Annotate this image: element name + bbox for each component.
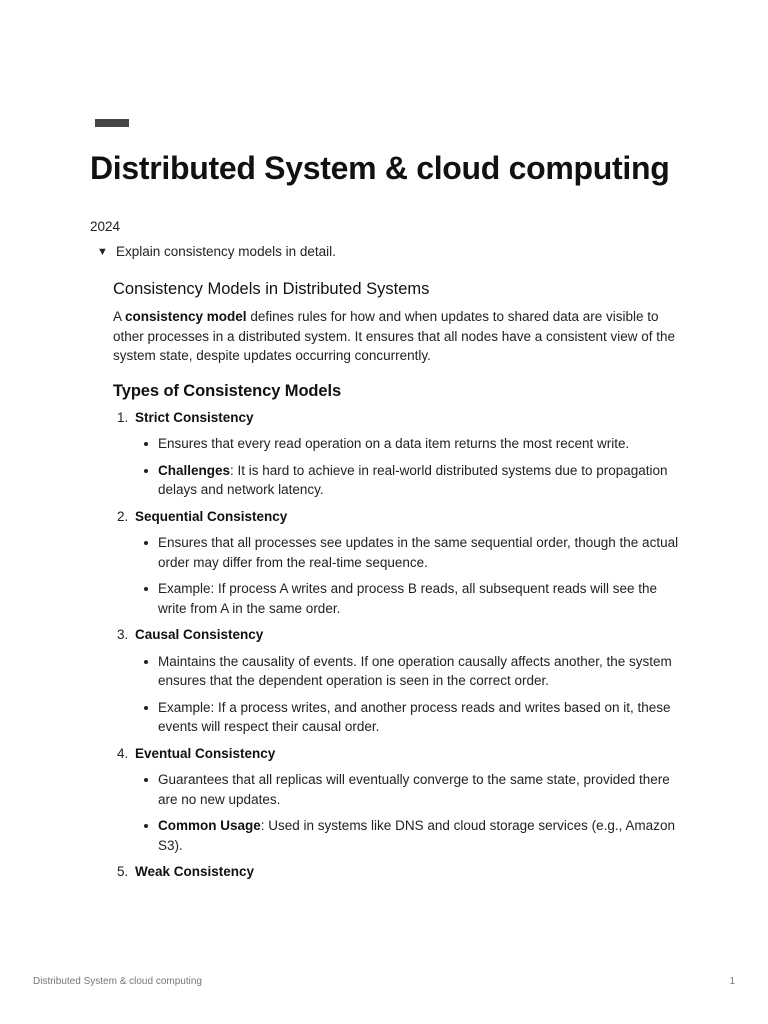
bullet-item [135,770,683,809]
types-list [113,408,683,882]
type-item [113,625,683,737]
type-item [113,408,683,500]
type-item [113,862,683,882]
footer-page-number: 1 [729,976,735,987]
type-item [113,507,683,619]
toggle-label: Explain consistency models in detail. [116,244,336,259]
bullet-text: Ensures that every read operation on a data item returns the most recent write. [158,436,630,451]
type-number: 5. [117,864,129,879]
year-text: 2024 [90,219,121,234]
section-heading: Consistency Models in Distributed Systems [113,280,430,298]
bullet-text: : It is hard to achieve in real-world distributed systems due to propagation delays and network latency. [158,462,668,497]
bullet-list [135,652,683,737]
type-number: 4. [117,745,129,761]
bullet-list [135,770,683,855]
type-title: Weak Consistency [135,864,255,879]
type-number: 2. [117,508,129,524]
bullet-item [135,816,683,855]
type-title: Sequential Consistency [135,508,288,524]
bullet-item [135,652,683,691]
toggle-content [113,278,683,889]
intro-bold-term: consistency model [125,309,247,324]
bullet-dot-icon [144,442,148,446]
page-icon [95,119,129,127]
bullet-item [135,698,683,737]
type-title: Eventual Consistency [135,745,276,761]
type-item [113,744,683,856]
intro-prefix: A [113,309,126,324]
bullet-dot-icon [144,824,148,828]
bullet-bold-term: Common Usage [158,818,261,833]
intro-rest: defines rules for how and when updates to shared data are visible to other processes in a distributed system. It ensures that all nodes have a consistent view of the system state, despite updates occurring concurrently. [113,309,676,363]
bullet-item [135,533,683,572]
types-heading: Types of Consistency Models [113,381,342,400]
bullet-text: : Used in systems like DNS and cloud storage services (e.g., Amazon S3). [158,818,675,853]
footer-title: Distributed System & cloud computing [33,976,202,987]
bullet-text: Maintains the causality of events. If one operation causally affects another, the system ensures that the dependent operation is seen in the correct order. [158,653,672,688]
bullet-item [135,579,683,618]
type-number: 3. [117,627,129,642]
bullet-list [135,434,683,500]
bullet-dot-icon [144,587,148,591]
bullet-text: Example: If process A writes and process B reads, all subsequent reads will see the write from A in the same order. [158,581,658,616]
intro-paragraph [113,307,683,366]
bullet-dot-icon [144,706,148,710]
bullet-item [135,434,683,454]
bullet-dot-icon [144,778,148,782]
bullet-list [135,533,683,618]
toggle-triangle-icon[interactable]: ▼ [97,245,108,258]
bullet-bold-term: Challenges [158,462,231,478]
bullet-text: Ensures that all processes see updates in the same sequential order, though the actual order may differ from the real-time sequence. [158,535,679,570]
bullet-dot-icon [144,469,148,473]
toggle-block[interactable] [97,244,336,259]
type-title: Causal Consistency [135,627,264,642]
bullet-item [135,461,683,500]
bullet-dot-icon [144,541,148,545]
type-title: Strict Consistency [135,409,254,425]
page-title: Distributed System & cloud computing [90,150,670,186]
type-number: 1. [117,409,129,425]
bullet-dot-icon [144,660,148,664]
bullet-text: Example: If a process writes, and another process reads and writes based on it, these events will respect their causal order. [158,699,671,734]
bullet-text: Guarantees that all replicas will eventually converge to the same state, provided there are no new updates. [158,772,670,807]
